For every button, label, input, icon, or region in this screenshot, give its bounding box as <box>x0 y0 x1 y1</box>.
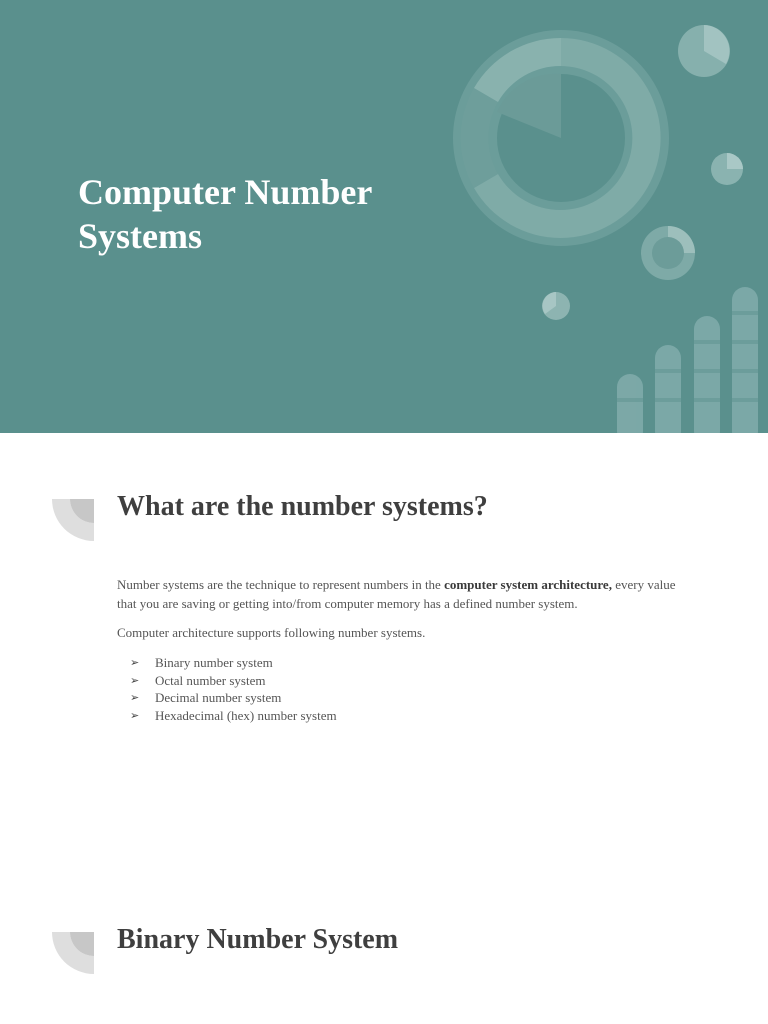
bar-sep <box>732 340 758 344</box>
list-item <box>130 689 337 707</box>
bar-col-2 <box>655 345 681 433</box>
list-item-text: Decimal number system <box>155 690 282 705</box>
intro-text-end: every value that you are saving or getting into/from computer memory has a defined number system. <box>117 577 676 611</box>
binary-section-heading: Binary Number System <box>117 924 399 955</box>
arrow-bullet-icon: ➢ <box>130 673 140 687</box>
tiny-pie-slice <box>727 153 743 169</box>
slide-title: Computer Number Systems <box>78 172 372 256</box>
bar-col-4 <box>732 287 758 433</box>
support-paragraph: Computer architecture supports following number systems. <box>117 625 426 640</box>
list-item-text: Binary number system <box>155 655 273 670</box>
bar-sep <box>655 398 681 402</box>
list-item <box>130 654 337 672</box>
section-heading: What are the number systems? <box>117 491 488 522</box>
intro-text-start: Number systems are the technique to represent numbers in the <box>117 577 445 592</box>
bar-sep <box>655 369 681 373</box>
bar-sep <box>617 398 643 402</box>
corner-ornament-icon <box>52 932 96 976</box>
list-item-text: Octal number system <box>155 672 266 688</box>
bar-col-3 <box>694 316 720 433</box>
bar-sep <box>732 369 758 373</box>
bar-columns <box>617 287 758 433</box>
bar-sep <box>732 311 758 315</box>
arrow-bullet-icon: ➢ <box>130 691 140 704</box>
intro-paragraph <box>117 576 697 613</box>
corner-ornament-icon <box>52 499 96 543</box>
arrow-bullet-icon: ➢ <box>130 708 140 722</box>
ring-chart-hole <box>652 237 684 269</box>
content-slide <box>0 433 768 1024</box>
bar-sep <box>732 398 758 402</box>
title-slide <box>0 0 768 433</box>
list-item <box>130 707 337 725</box>
number-system-list <box>130 654 337 724</box>
list-item <box>130 672 337 690</box>
intro-text-bold: computer system architecture, <box>444 577 612 592</box>
bar-col-1 <box>617 374 643 433</box>
bar-sep <box>694 340 720 344</box>
arrow-bullet-icon: ➢ <box>130 656 140 669</box>
list-item-text: Hexadecimal (hex) number system <box>155 707 337 723</box>
bar-sep <box>694 369 720 373</box>
bar-sep <box>694 398 720 402</box>
